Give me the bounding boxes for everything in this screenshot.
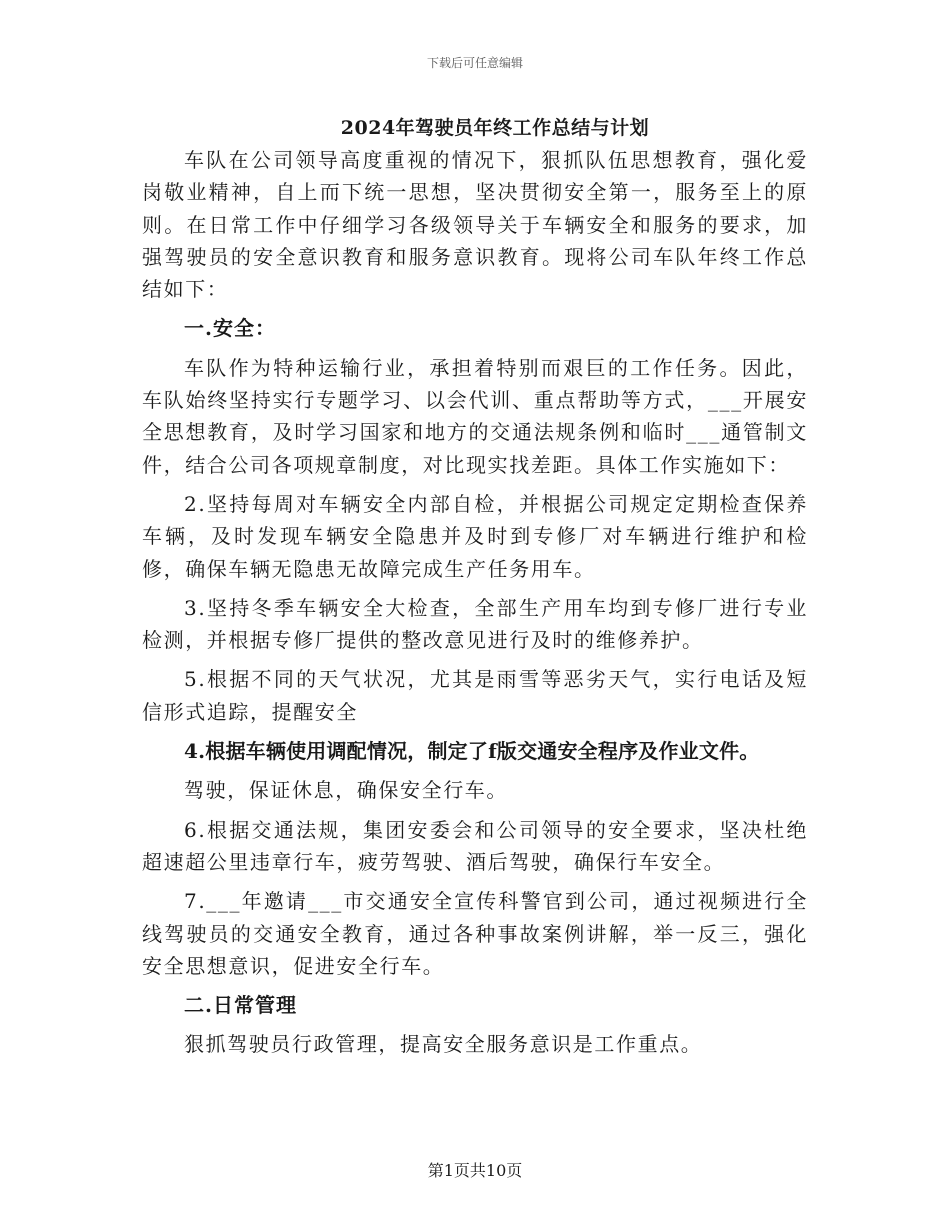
document-body [142, 112, 808, 1068]
safety-item-2: 2.坚持每周对车辆安全内部自检，并根据公司规定定期检查保养车辆，及时发现车辆安全隐患并及时到专修厂对车辆进行维护和检修，确保车辆无隐患无故障完成生产任务用车。 [142, 491, 808, 581]
safety-item-4-bold: 4.根据车辆使用调配情况，制定了f版交通安全程序及作业文件。 [184, 739, 760, 764]
section-heading-safety: 一.安全： [184, 316, 276, 341]
safety-intro-paragraph: 车队作为特种运输行业，承担着特别而艰巨的工作任务。因此，车队始终坚持实行专题学习、以会代训、重点帮助等方式，___开展安全思想教育，及时学习国家和地方的交通法规条例和临时___通管制文件，结合公司各项规章制度，对比现实找差距。具体工作实施如下： [142, 355, 808, 477]
document-title: 2024年驾驶员年终工作总结与计划 [340, 117, 650, 139]
safety-item-6: 6.根据交通法规，集团安委会和公司领导的安全要求，坚决杜绝超速超公里违章行车，疲劳驾驶、酒后驾驶，确保行车安全。 [142, 817, 808, 874]
safety-item-5: 5.根据不同的天气状况，尤其是雨雪等恶劣天气，实行电话及短信形式追踪，提醒安全 [142, 667, 808, 724]
header-note: 下载后可任意编辑 [426, 56, 523, 70]
intro-paragraph: 车队在公司领导高度重视的情况下，狠抓队伍思想教育，强化爱岗敬业精神，自上而下统一思想，坚决贯彻安全第一，服务至上的原则。在日常工作中仔细学习各级领导关于车辆安全和服务的要求，加强驾驶员的安全意识教育和服务意识教育。现将公司车队年终工作总结如下： [142, 148, 808, 302]
safety-item-7: 7.___年邀请___市交通安全宣传科警官到公司，通过视频进行全线驾驶员的交通安全教育，通过各种事故案例讲解，举一反三，强化安全思想意识，促进安全行车。 [142, 889, 808, 978]
section-heading-daily-management: 二.日常管理 [184, 993, 297, 1018]
safety-item-4-continuation: 驾驶，保证休息，确保安全行车。 [184, 778, 508, 803]
daily-management-intro: 狠抓驾驶员行政管理，提高安全服务意识是工作重点。 [184, 1032, 703, 1057]
safety-item-3: 3.坚持冬季车辆安全大检查，全部生产用车均到专修厂进行专业检测，并根据专修厂提供的整改意见进行及时的维修养护。 [142, 595, 808, 653]
page-number-footer: 第1页共10页 [427, 1161, 523, 1180]
